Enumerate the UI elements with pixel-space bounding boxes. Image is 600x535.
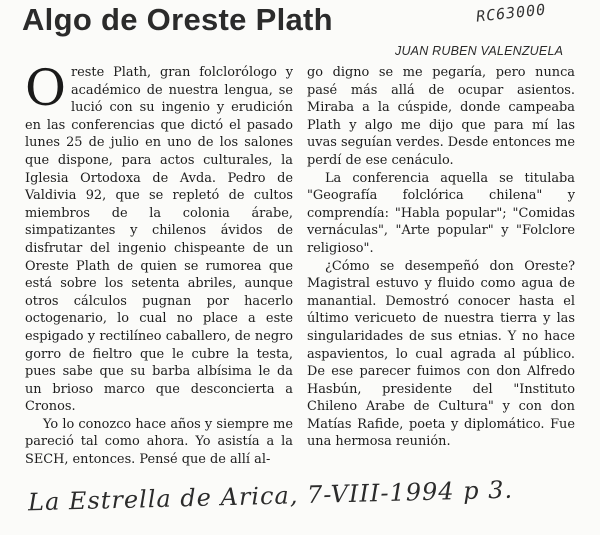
paragraph xyxy=(25,59,293,416)
paragraph: ¿Cómo se desempeñó don Oreste? Magistral estuvo y fluido como agua de manantial. Demostró conocer hasta el último vericueto de nuestra tierra y las singularidades de sus etnias. Y no hace aspavientos, lo cual agrada al público. De ese parecer fuimos con don Alfredo Hasbún, presidente del "Instituto Chileno Arabe de Cultura" y con don Matías Rafide, poeta y diplomático. Fue una hermosa reunión. xyxy=(307,258,575,450)
archive-stamp: RC63000 xyxy=(475,0,547,26)
handwritten-source-note: La Estrella de Arica, 7-VIII-1994 p 3. xyxy=(27,475,514,517)
article-title: Algo de Oreste Plath xyxy=(22,2,333,37)
article-column-2 xyxy=(307,64,575,451)
paragraph: Yo lo conozco hace años y siempre me pareció tal como ahora. Yo asistía a la SECH, entonces. Pensé que de allí al- xyxy=(25,416,293,468)
paragraph: La conferencia aquella se titulaba "Geografía folclórica chilena" y comprendía: "Habla popular"; "Comidas vernáculas", "Arte popular" y "Folclore religioso". xyxy=(307,170,575,256)
article-author: JUAN RUBEN VALENZUELA xyxy=(395,44,564,58)
article-column-1 xyxy=(25,59,293,469)
paragraph-text: reste Plath, gran folclorólogo y académico de nuestra lengua, se lució con su ingenio y erudición en las conferencias que dictó el pasado lunes 25 de julio en uno de los salones que dispone, para actos culturales, la Iglesia Ortodoxa de Avda. Pedro de Valdivia 92, que se repletó de cultos miembros de la colonia árabe, simpatizantes y chilenos ávidos de disfrutar del ingenio chispeante de un Oreste Plath de quien se rumorea que está sobre los setenta abriles, aunque otros cálculos pugnan por hacerlo octogenario, lo cual no place a este espigado y rectilíneo caballero, de negro gorro de fieltro que le cubre la testa, pues sabe que su barba albísima le da un brioso marco que desconcierta a Cronos. xyxy=(25,65,293,415)
paragraph: go digno se me pegaría, pero nunca pasé más allá de ocupar asientos. Miraba a la cúspide, donde campeaba Plath y algo me dijo que para mí las uvas seguían verdes. Desde entonces me perdí de ese cenáculo. xyxy=(307,65,575,168)
drop-cap: O xyxy=(25,59,66,117)
